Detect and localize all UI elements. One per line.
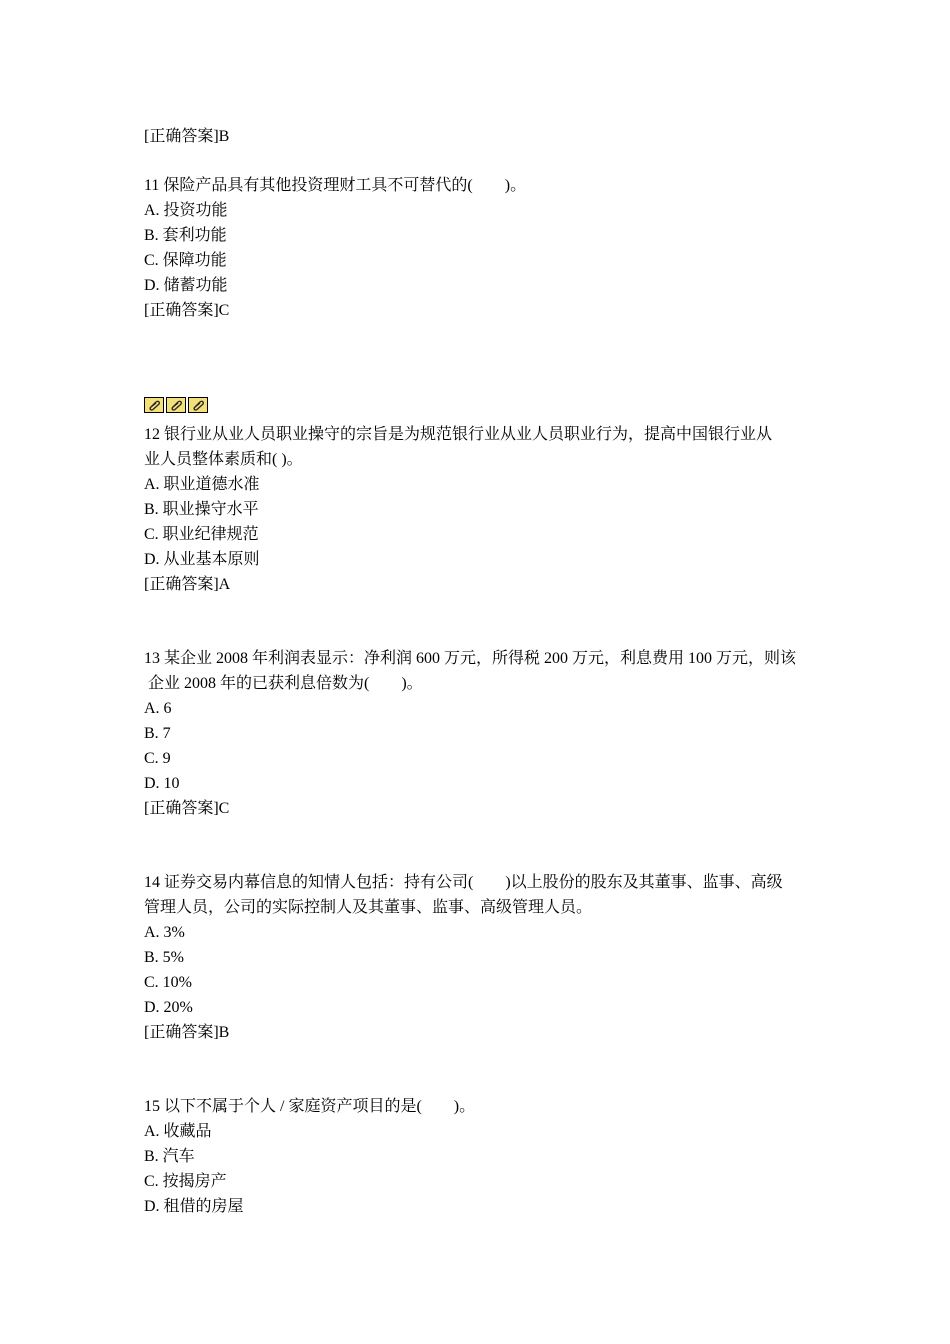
- q11-option-b: B. 套利功能: [144, 227, 227, 244]
- q15-option-d: D. 租借的房屋: [144, 1198, 244, 1215]
- paperclip-icon: [166, 397, 186, 413]
- q11-option-d: D. 储蓄功能: [144, 277, 228, 294]
- q13-option-c: C. 9: [144, 750, 171, 767]
- q12-option-d: D. 从业基本原则: [144, 551, 260, 568]
- q13-stem-line1: 13 某企业 2008 年利润表显示：净利润 600 万元，所得税 200 万元，利息费用 100 万元，则该: [144, 650, 797, 667]
- q11-option-a: A. 投资功能: [144, 202, 228, 219]
- q10-answer: [正确答案]B: [144, 128, 230, 145]
- q15-stem: 15 以下不属于个人 / 家庭资产项目的是( )。: [144, 1098, 476, 1115]
- q14-stem-line2: 管理人员，公司的实际控制人及其董事、监事、高级管理人员。: [144, 899, 593, 916]
- paperclip-icon: [144, 397, 164, 413]
- q12-option-b: B. 职业操守水平: [144, 501, 259, 518]
- q14-option-c: C. 10%: [144, 974, 192, 991]
- q14-answer: [正确答案]B: [144, 1024, 230, 1041]
- paperclip-icon: [188, 397, 208, 413]
- q13-option-b: B. 7: [144, 725, 171, 742]
- q13-answer: [正确答案]C: [144, 800, 230, 817]
- q14-option-b: B. 5%: [144, 949, 184, 966]
- q12-option-a: A. 职业道德水准: [144, 476, 260, 493]
- q12-option-c: C. 职业纪律规范: [144, 526, 259, 543]
- q14-option-a: A. 3%: [144, 924, 185, 941]
- q13-stem-line2: 企业 2008 年的已获利息倍数为( )。: [144, 675, 423, 692]
- separator-icons: [144, 397, 208, 413]
- q11-answer: [正确答案]C: [144, 302, 230, 319]
- q11-stem: 11 保险产品具有其他投资理财工具不可替代的( )。: [144, 177, 527, 194]
- q12-answer: [正确答案]A: [144, 576, 231, 593]
- q14-option-d: D. 20%: [144, 999, 193, 1016]
- q15-option-c: C. 按揭房产: [144, 1173, 227, 1190]
- q15-option-a: A. 收藏品: [144, 1123, 212, 1140]
- q11-option-c: C. 保障功能: [144, 252, 227, 269]
- q13-option-d: D. 10: [144, 775, 180, 792]
- q12-stem-line2: 业人员整体素质和( )。: [144, 451, 303, 468]
- q12-stem-line1: 12 银行业从业人员职业操守的宗旨是为规范银行业从业人员职业行为，提高中国银行业从: [144, 426, 773, 443]
- q14-stem-line1: 14 证券交易内幕信息的知情人包括：持有公司( )以上股份的股东及其董事、监事、高级: [144, 874, 783, 891]
- q13-option-a: A. 6: [144, 700, 172, 717]
- q15-option-b: B. 汽车: [144, 1148, 195, 1165]
